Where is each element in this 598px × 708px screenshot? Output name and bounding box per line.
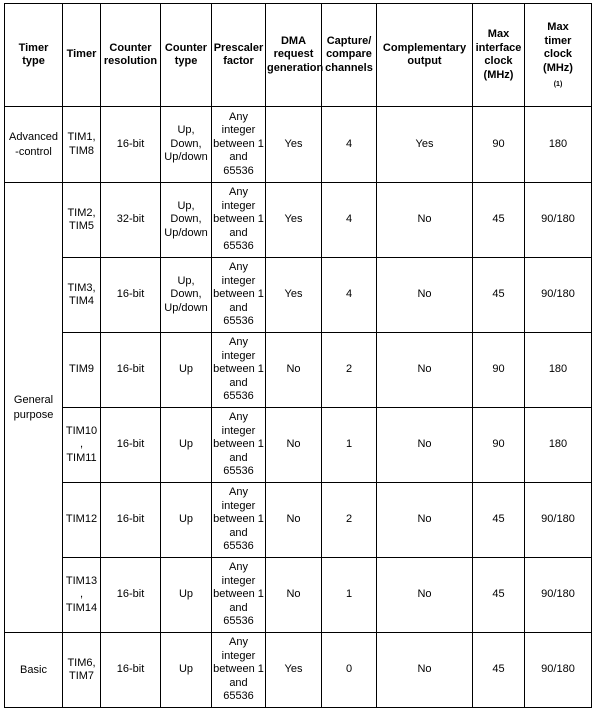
max-interface-clock-cell: 45: [473, 633, 525, 708]
table-row: [5, 483, 592, 558]
prescaler-cell: Any integer between 1 and 65536: [212, 633, 266, 708]
complementary-cell: No: [377, 408, 473, 483]
resolution-cell: 32-bit: [101, 183, 161, 258]
channels-cell: 4: [322, 183, 377, 258]
header-max-interface-clock: Max interface clock (MHz): [473, 4, 525, 107]
complementary-cell: No: [377, 333, 473, 408]
prescaler-cell: Any integer between 1 and 65536: [212, 558, 266, 633]
timer-features-table-container: [4, 3, 592, 708]
max-interface-clock-cell: 45: [473, 183, 525, 258]
header-footnote-ref: (1): [553, 81, 563, 89]
resolution-cell: 16-bit: [101, 408, 161, 483]
complementary-cell: No: [377, 183, 473, 258]
timer-cell: TIM6, TIM7: [63, 633, 101, 708]
max-timer-clock-cell: 90/180: [525, 558, 592, 633]
header-capture-compare: Capture/ compare channels: [322, 4, 377, 107]
counter-type-cell: Up: [161, 558, 212, 633]
max-timer-clock-cell: 180: [525, 333, 592, 408]
header-row: [5, 4, 592, 107]
table-row: [5, 633, 592, 708]
max-interface-clock-cell: 45: [473, 558, 525, 633]
resolution-cell: 16-bit: [101, 633, 161, 708]
dma-cell: Yes: [266, 107, 322, 183]
prescaler-cell: Any integer between 1 and 65536: [212, 258, 266, 333]
dma-cell: No: [266, 333, 322, 408]
header-prescaler-factor: Prescaler factor: [212, 4, 266, 107]
channels-cell: 0: [322, 633, 377, 708]
max-interface-clock-cell: 90: [473, 107, 525, 183]
max-interface-clock-cell: 45: [473, 483, 525, 558]
timer-cell: TIM3, TIM4: [63, 258, 101, 333]
counter-type-cell: Up, Down, Up/down: [161, 183, 212, 258]
channels-cell: 2: [322, 333, 377, 408]
table-row: [5, 333, 592, 408]
complementary-cell: No: [377, 258, 473, 333]
resolution-cell: 16-bit: [101, 107, 161, 183]
timer-cell: TIM2, TIM5: [63, 183, 101, 258]
prescaler-cell: Any integer between 1 and 65536: [212, 333, 266, 408]
counter-type-cell: Up, Down, Up/down: [161, 258, 212, 333]
header-complementary-output: Complementary output: [377, 4, 473, 107]
timer-type-cell: Advanced -control: [5, 107, 63, 183]
max-timer-clock-cell: 180: [525, 408, 592, 483]
header-max-timer-clock-label: Max timer clock (MHz): [543, 21, 573, 74]
complementary-cell: No: [377, 558, 473, 633]
header-counter-type: Counter type: [161, 4, 212, 107]
timer-features-table: [4, 3, 592, 708]
complementary-cell: Yes: [377, 107, 473, 183]
prescaler-cell: Any integer between 1 and 65536: [212, 107, 266, 183]
timer-cell: TIM12: [63, 483, 101, 558]
timer-cell: TIM10 , TIM11: [63, 408, 101, 483]
timer-type-cell: General purpose: [5, 183, 63, 633]
max-timer-clock-cell: 90/180: [525, 483, 592, 558]
dma-cell: Yes: [266, 183, 322, 258]
timer-cell: TIM9: [63, 333, 101, 408]
counter-type-cell: Up: [161, 633, 212, 708]
resolution-cell: 16-bit: [101, 258, 161, 333]
channels-cell: 4: [322, 258, 377, 333]
complementary-cell: No: [377, 633, 473, 708]
table-row: [5, 408, 592, 483]
table-row: [5, 107, 592, 183]
channels-cell: 4: [322, 107, 377, 183]
max-timer-clock-cell: 90/180: [525, 258, 592, 333]
counter-type-cell: Up: [161, 408, 212, 483]
channels-cell: 1: [322, 558, 377, 633]
prescaler-cell: Any integer between 1 and 65536: [212, 183, 266, 258]
table-row: [5, 258, 592, 333]
timer-cell: TIM13 , TIM14: [63, 558, 101, 633]
dma-cell: No: [266, 558, 322, 633]
dma-cell: No: [266, 408, 322, 483]
header-timer-type: Timer type: [5, 4, 63, 107]
max-interface-clock-cell: 90: [473, 408, 525, 483]
complementary-cell: No: [377, 483, 473, 558]
resolution-cell: 16-bit: [101, 483, 161, 558]
dma-cell: Yes: [266, 258, 322, 333]
max-timer-clock-cell: 90/180: [525, 183, 592, 258]
table-row: [5, 558, 592, 633]
max-interface-clock-cell: 90: [473, 333, 525, 408]
channels-cell: 1: [322, 408, 377, 483]
header-max-timer-clock: [525, 4, 592, 107]
max-timer-clock-cell: 90/180: [525, 633, 592, 708]
channels-cell: 2: [322, 483, 377, 558]
prescaler-cell: Any integer between 1 and 65536: [212, 483, 266, 558]
dma-cell: Yes: [266, 633, 322, 708]
resolution-cell: 16-bit: [101, 333, 161, 408]
max-interface-clock-cell: 45: [473, 258, 525, 333]
timer-type-cell: Basic: [5, 633, 63, 708]
header-dma-request: DMA request generation: [266, 4, 322, 107]
max-timer-clock-cell: 180: [525, 107, 592, 183]
dma-cell: No: [266, 483, 322, 558]
counter-type-cell: Up: [161, 333, 212, 408]
table-row: [5, 183, 592, 258]
header-timer: Timer: [63, 4, 101, 107]
header-counter-resolution: Counter resolution: [101, 4, 161, 107]
timer-cell: TIM1, TIM8: [63, 107, 101, 183]
counter-type-cell: Up, Down, Up/down: [161, 107, 212, 183]
resolution-cell: 16-bit: [101, 558, 161, 633]
counter-type-cell: Up: [161, 483, 212, 558]
prescaler-cell: Any integer between 1 and 65536: [212, 408, 266, 483]
